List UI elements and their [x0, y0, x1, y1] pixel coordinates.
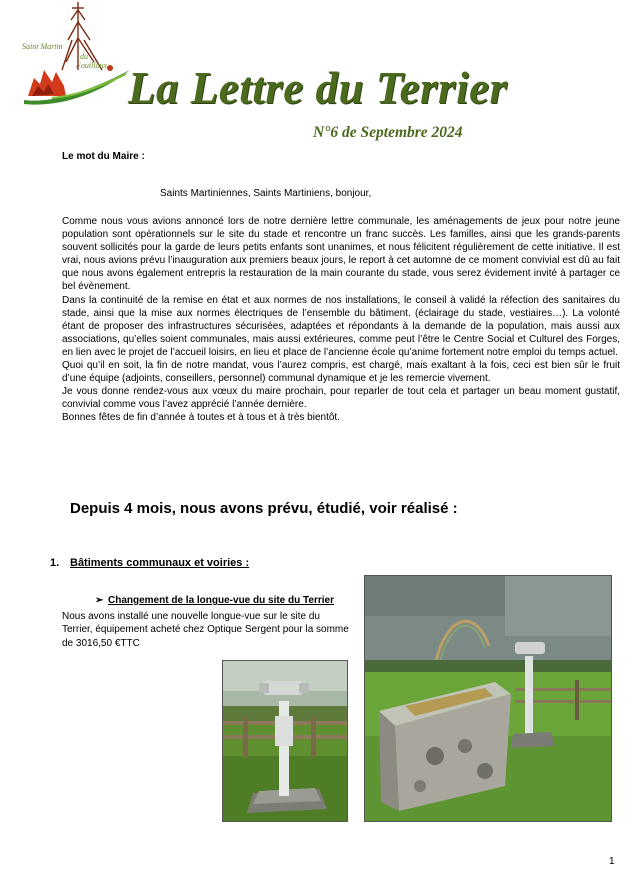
orientation-table-photo [364, 575, 612, 822]
issue-number: N°6 de Septembre 2024 [313, 124, 463, 141]
newsletter-title: La Lettre du Terrier [128, 63, 508, 113]
editorial-paragraph: Je vous donne rendez-vous aux vœux du maire prochain, pour reparler de tout cela et partager un beau moment gustatif, convivial comme vous l’avez apprécié l’année dernière. [62, 386, 620, 411]
editorial-paragraph: Bonnes fêtes de fin d’année à toutes et à tous et à très bientôt. [62, 412, 340, 424]
page-number: 1 [609, 856, 615, 867]
section-title: Depuis 4 mois, nous avons prévu, étudié, voir réalisé : [70, 500, 458, 517]
subitem-text: Nous avons installé une nouvelle longue-vue sur le site du Terrier, équipement acheté chez Optique Sergent pour la somme de 3016,50 €TTC [62, 611, 349, 649]
item-title: Bâtiments communaux et voiries : [70, 557, 250, 569]
item-number: 1. [50, 557, 60, 569]
logo-text-line3: Fouilloux [76, 61, 108, 70]
salutation: Saints Martiniennes, Saints Martiniens, bonjour, [160, 188, 372, 199]
church-tower-icon [22, 0, 134, 108]
editorial-paragraph: Dans la continuité de la remise en état et aux normes de nos installations, le conseil à validé la réfection des sanitaires du stade, ainsi que la mise aux normes électriques de l’ensemble du bâtiment. (éclairage du stade, vestiaires…). La volonté étant de proposer des infrastructures sécurisées, adaptées et répondants à la demande de la population, mais aussi aux associations, qu’elles soient communales, mais aussi extérieures, comme peut l’être le Centre Social et Culturel des Forges, en lien avec le projet de l’accueil loisirs, en lieu et place de l’ancienne école qu’anime fortement notre emploi du temps actuel. [62, 294, 620, 358]
editorial-paragraph: Comme nous vous avions annoncé lors de notre dernière lettre communale, les aménagements de jeux pour notre jeune population sont opérationnels sur le site du stade et rencontre un franc succès. Les familles, ainsi que les grands-parents souvent sollicités pour la garde de leurs petits enfants sont unanimes, et nous félicitent régulièrement de cette initiative. Il est vrai, nous avions prévu l’inauguration aux premiers beaux jours, le report à cet automne de ce moment convivial est dû au fait que nous avons également entrepris la restauration de la main courante du stade, vous serez évidement invité à partager ce bel évènement. [62, 216, 620, 293]
item-heading [50, 557, 249, 569]
logo-text-line2: du [80, 52, 88, 61]
commune-logo [22, 0, 134, 108]
subitem-title: Changement de la longue-vue du site du Terrier [108, 595, 334, 606]
editorial-heading: Le mot du Maire : [62, 151, 145, 162]
editorial-paragraph: Quoi qu’il en soit, la fin de notre mandat, vous l’aurez compris, est chargé, mais exaltant à la fois, ceci est bien sûr le fruit d’une équipe (adjoints, conseillers, personnel) communal dynamique et je les remercie vivement. [62, 360, 620, 385]
telescope-photo [222, 660, 348, 822]
logo-text-line1: Saint Martin [22, 42, 63, 51]
arrow-bullet-icon: ➢ [95, 595, 104, 606]
editorial-body [62, 215, 620, 425]
